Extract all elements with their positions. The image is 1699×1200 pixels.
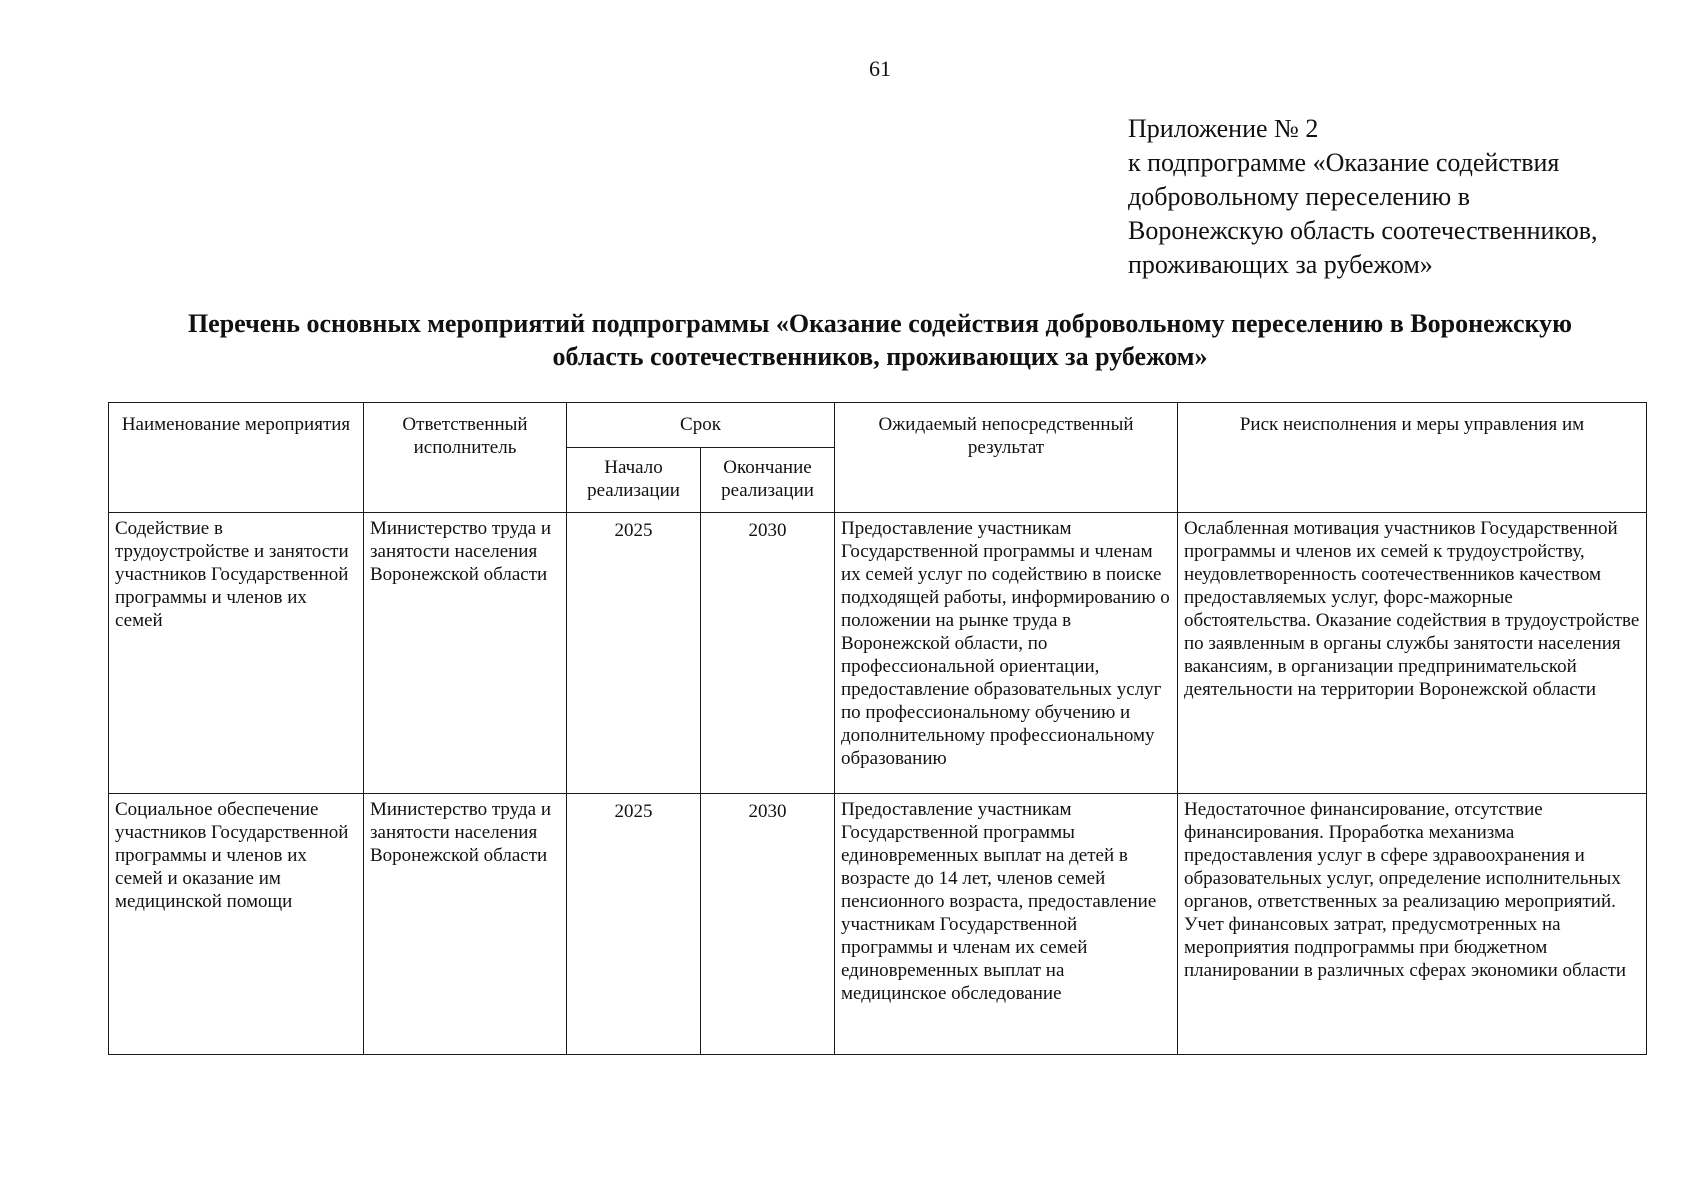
header-risk: Риск неисполнения и меры управления им bbox=[1178, 403, 1647, 513]
cell-executor: Министерство труда и занятости населения Воронежской области bbox=[364, 513, 567, 794]
cell-end: 2030 bbox=[701, 513, 835, 794]
appendix-line: Приложение № 2 bbox=[1128, 114, 1319, 143]
header-name: Наименование мероприятия bbox=[109, 403, 364, 513]
cell-risk: Недостаточное финансирование, отсутствие финансирования. Проработка механизма предоставления услуг в сфере здравоохранения и образовательных услуг, определение исполнительных органов, ответственных за реализацию мероприятий. Учет финансовых затрат, предусмотренных на мероприятия подпрограммы при бюджетном планировании в различных сферах экономики области bbox=[1178, 794, 1647, 1055]
header-term: Срок bbox=[567, 403, 835, 448]
cell-name: Содействие в трудоустройстве и занятости участников Государственной программы и членов их семей bbox=[109, 513, 364, 794]
cell-result: Предоставление участникам Государственной программы единовременных выплат на детей в возрасте до 14 лет, членов семей пенсионного возраста, предоставление участникам Государственной программы и членам их семей единовременных выплат на медицинское обследование bbox=[835, 794, 1178, 1055]
document-title bbox=[110, 307, 1650, 373]
header-end: Окончание реализации bbox=[701, 448, 835, 513]
cell-result: Предоставление участникам Государственной программы и членам их семей услуг по содействию в поиске подходящей работы, информированию о положении на рынке труда в Воронежской области, по профессиональной ориентации, предоставление образовательных услуг по профессиональному обучению и дополнительному профессиональному образованию bbox=[835, 513, 1178, 794]
cell-start: 2025 bbox=[567, 794, 701, 1055]
table-header-row bbox=[109, 403, 1647, 448]
cell-name: Социальное обеспечение участников Государственной программы и членов их семей и оказание им медицинской помощи bbox=[109, 794, 364, 1055]
appendix-note bbox=[1128, 112, 1598, 282]
header-start: Начало реализации bbox=[567, 448, 701, 513]
appendix-line: к подпрограмме «Оказание содействия bbox=[1128, 148, 1560, 177]
header-result: Ожидаемый непосредственный результат bbox=[835, 403, 1178, 513]
appendix-line: Воронежскую область соотечественников, bbox=[1128, 216, 1598, 245]
cell-risk: Ослабленная мотивация участников Государственной программы и членов их семей к трудоустройству, неудовлетворенность соотечественников качеством предоставляемых услуг, форс-мажорные обстоятельства. Оказание содействия в трудоустройстве по заявленным в органы службы занятости населения вакансиям, в организации предпринимательской деятельности на территории Воронежской области bbox=[1178, 513, 1647, 794]
appendix-line: добровольному переселению в bbox=[1128, 182, 1470, 211]
document-title-line: область соотечественников, проживающих за рубежом» bbox=[552, 342, 1208, 371]
document-title-line: Перечень основных мероприятий подпрограммы «Оказание содействия добровольному переселению в Воронежскую bbox=[187, 309, 1573, 338]
page-number: 61 bbox=[869, 56, 891, 81]
cell-start: 2025 bbox=[567, 513, 701, 794]
appendix-line: проживающих за рубежом» bbox=[1128, 250, 1433, 279]
cell-end: 2030 bbox=[701, 794, 835, 1055]
table-row bbox=[109, 794, 1647, 1055]
table-row bbox=[109, 513, 1647, 794]
header-executor: Ответственный исполнитель bbox=[364, 403, 567, 513]
cell-executor: Министерство труда и занятости населения Воронежской области bbox=[364, 794, 567, 1055]
measures-table bbox=[108, 402, 1647, 1055]
